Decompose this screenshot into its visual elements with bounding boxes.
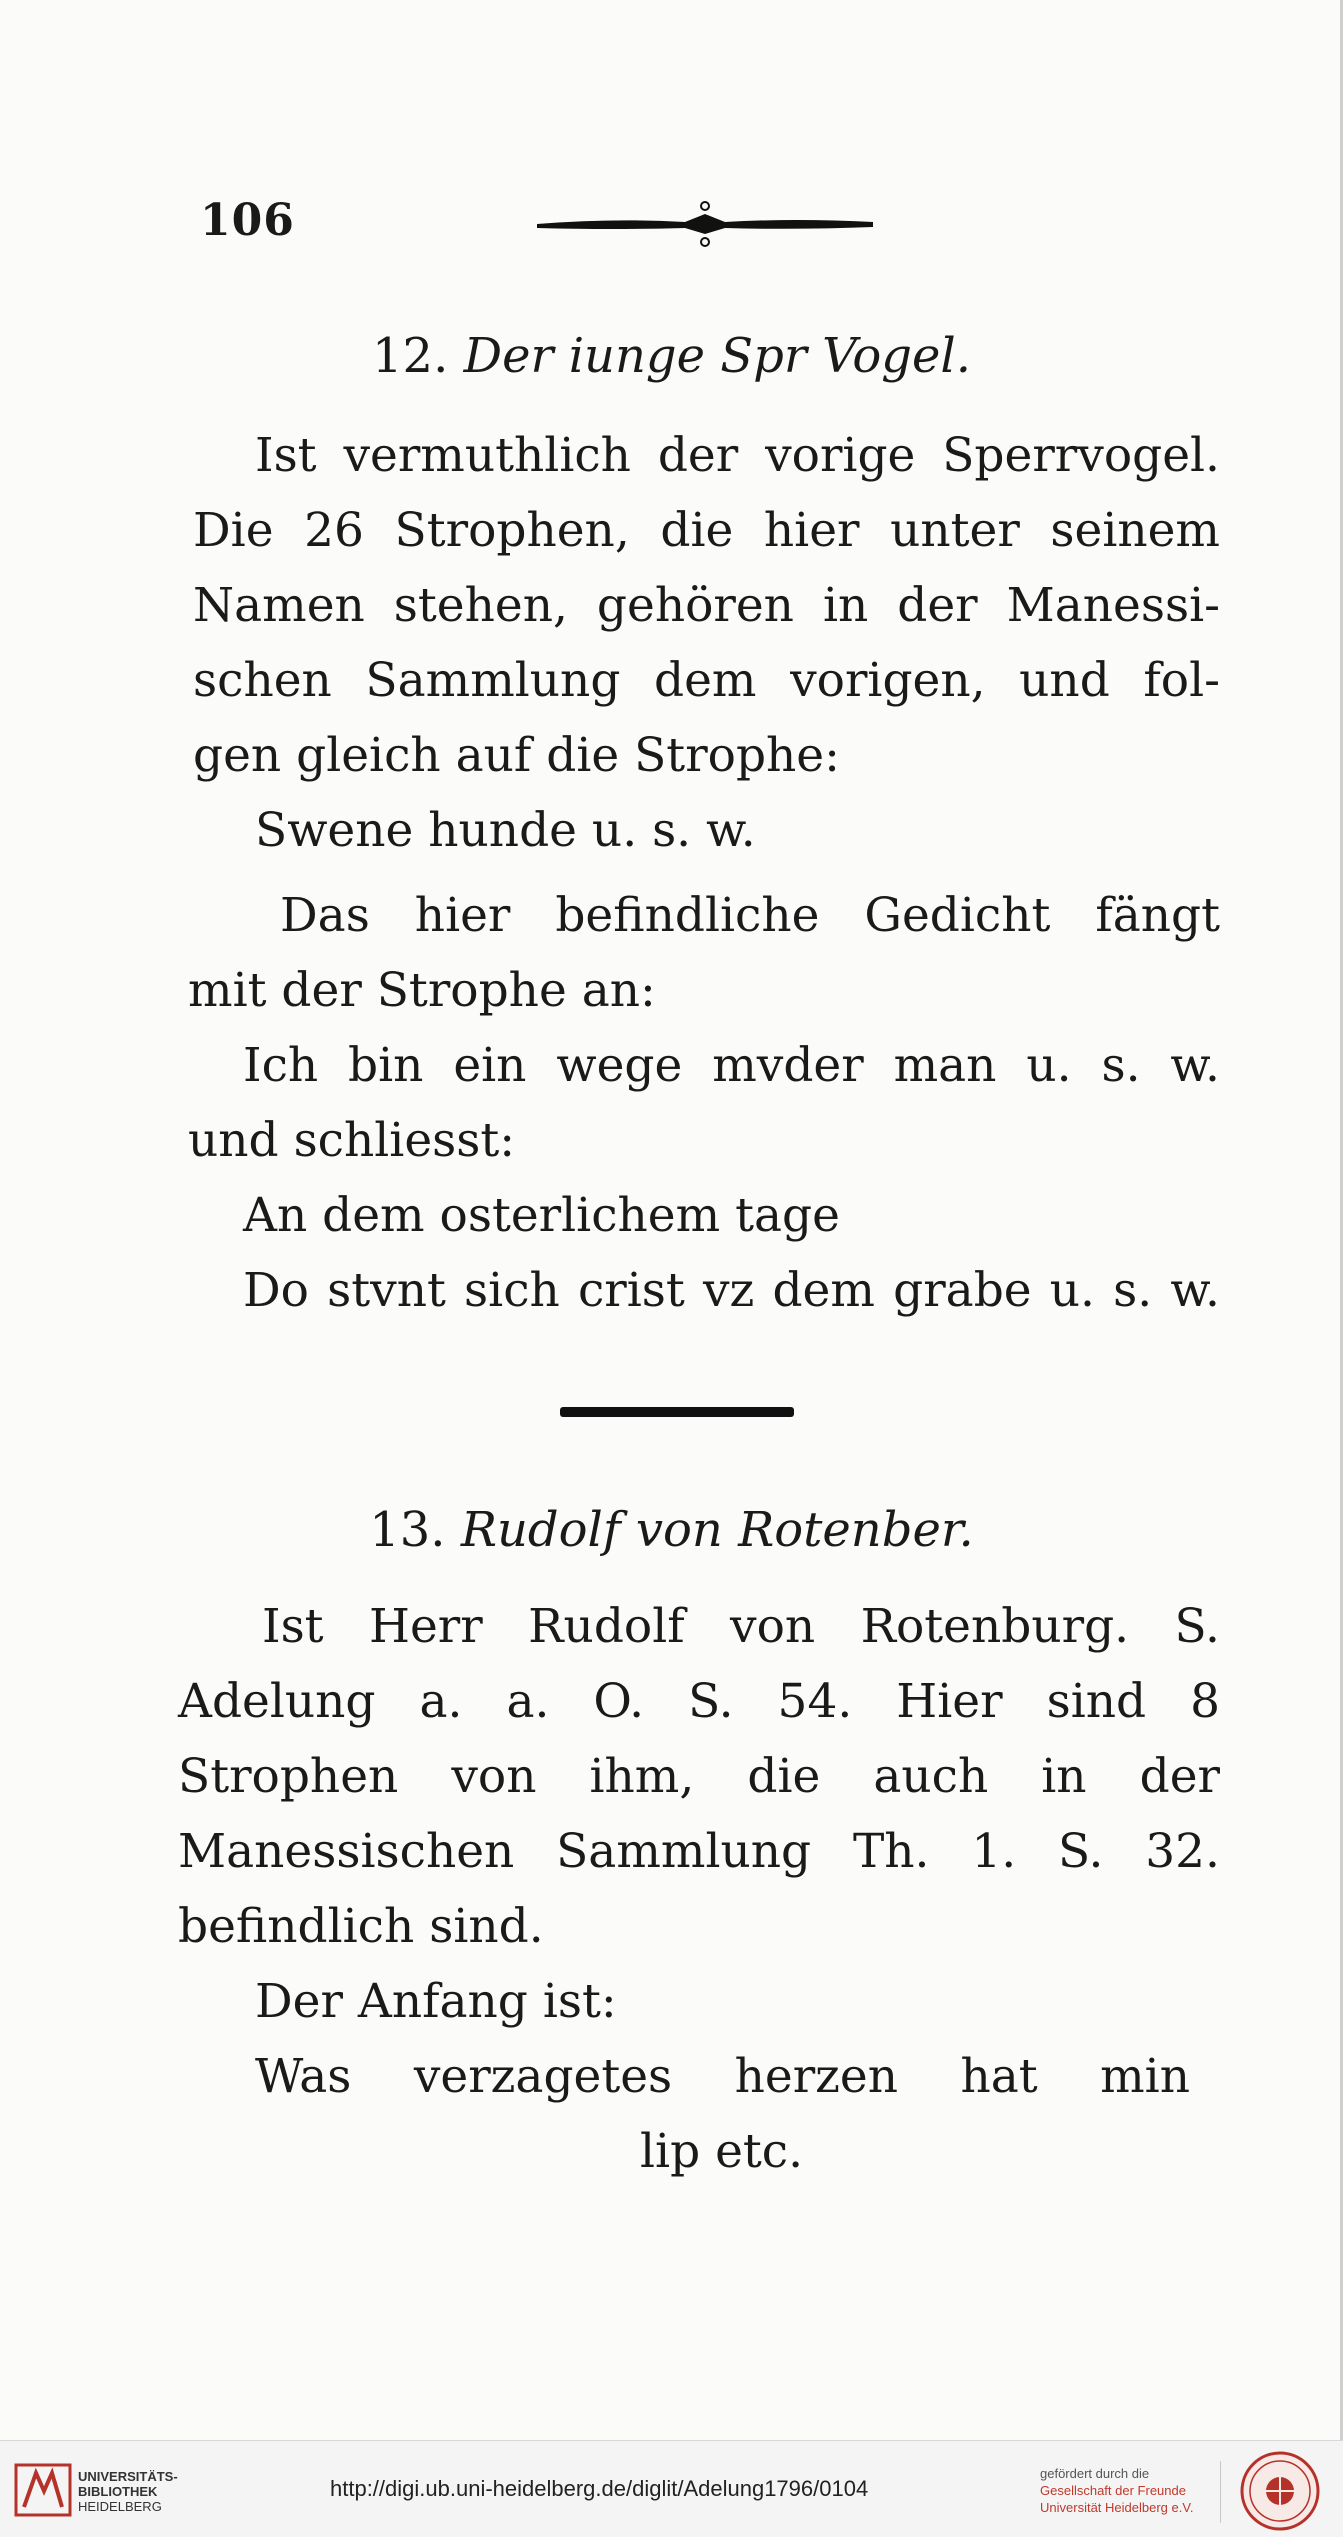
text-line: Ist vermuthlich der vorige Sperrvogel. [255, 428, 1220, 483]
permalink-url[interactable]: http://digi.ub.uni-heidelberg.de/diglit/Adelung1796/0104 [330, 2476, 869, 2501]
text-line: gen gleich auf die Strophe: [193, 728, 840, 783]
section-13-title: Rudolf von Rotenber. [460, 1502, 974, 1558]
page-number: 106 [200, 195, 295, 246]
library-name-line: BIBLIOTHEK [78, 2484, 158, 2499]
sponsor-name: Gesellschaft der Freunde [1040, 2483, 1186, 2498]
text-line: Manessischen Sammlung Th. 1. S. 32. [178, 1824, 1220, 1879]
sponsor-name: Universität Heidelberg e.V. [1040, 2500, 1194, 2515]
section-12-title: Der iunge Spr Vogel. [463, 328, 971, 384]
text-line: Do stvnt sich crist vz dem grabe u. s. w. [243, 1263, 1220, 1318]
text-line: mit der Strophe an: [188, 963, 656, 1018]
text-line: schen Sammlung dem vorigen, und fol- [193, 653, 1220, 708]
text-line: Der Anfang ist: [255, 1974, 617, 2029]
section-12-number: 12. [372, 328, 449, 384]
text-line: Was verzagetes herzen hat min [255, 2049, 1190, 2104]
text-line: und schliesst: [188, 1113, 516, 1168]
text-line: Strophen von ihm, die auch in der [178, 1749, 1220, 1804]
text-line: Namen stehen, gehören in der Manessi- [193, 578, 1220, 633]
sponsor-credit [1040, 2465, 1193, 2516]
library-name [78, 2469, 178, 2514]
text-line: An dem osterlichem tage [243, 1188, 840, 1243]
text-line: Ist Herr Rudolf von Rotenburg. S. [262, 1599, 1220, 1654]
university-seal-icon[interactable] [1236, 2449, 1324, 2533]
viewer-footer [0, 2440, 1343, 2537]
text-line: befindlich sind. [178, 1899, 544, 1954]
text-line: Adelung a. a. O. S. 54. Hier sind 8 [178, 1674, 1220, 1729]
text-line: Die 26 Strophen, die hier unter seinem [193, 503, 1220, 558]
library-name-line: HEIDELBERG [78, 2499, 162, 2514]
section-divider [560, 1407, 794, 1417]
library-name-line: UNIVERSITÄTS- [78, 2469, 178, 2484]
library-logo-icon[interactable] [14, 2461, 72, 2519]
footer-divider [1220, 2461, 1221, 2523]
section-13-number: 13. [369, 1502, 446, 1558]
text-line: Ich bin ein wege mvder man u. s. w. [243, 1038, 1220, 1093]
text-line: Das hier befindliche Gedicht fängt [280, 888, 1220, 943]
text-line: lip etc. [640, 2124, 804, 2179]
header-ornament [535, 200, 875, 250]
text-line: Swene hunde u. s. w. [255, 803, 756, 858]
section-13-heading [0, 1502, 1343, 1558]
section-12-heading [0, 328, 1343, 384]
sponsor-label: gefördert durch die [1040, 2466, 1150, 2481]
